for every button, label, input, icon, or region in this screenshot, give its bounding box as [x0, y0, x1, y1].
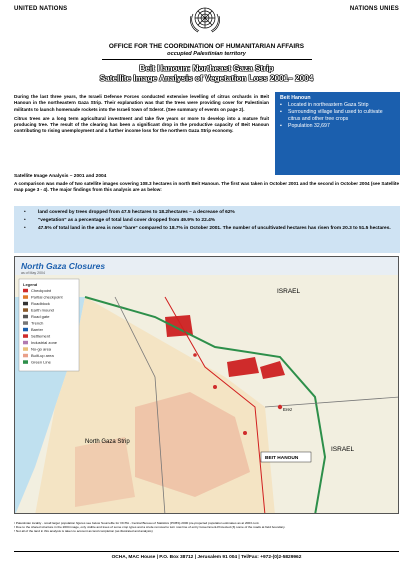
analysis-text: A comparison was made of two satellite images covering 108.3 hectares in north Beit Hanoun. The first was taken in October 2001 and the second in October 2004 (see Satellite map page 3 - 4). The major findings from this analysis are as below:	[14, 181, 399, 193]
intro-paragraph: During the last three years, the Israeli Defense Forces conducted extensive levelling of citrus orchards in Beit Hanoun in the northeastern Gaza Strip. Their explanation was that the trees were providing cover for Palestinian militants to launch homemade rockets into the Israeli town of Sderot. (See summary of events on page 2).	[14, 94, 269, 112]
map-built-up	[75, 437, 135, 507]
legend-swatch	[23, 295, 28, 299]
factbox-item: ▪ Located in northeastern Gaza Strip	[280, 102, 395, 108]
legend-label: Checkpoint	[31, 288, 52, 293]
header-org-right: NATIONS UNIES	[349, 6, 399, 12]
map-label-beit-hanoun: BEIT HANOUN	[265, 456, 299, 461]
finding-item: • land covered by trees dropped from 47.5 hectares to 18.2hectares – a decrease of 62%	[24, 210, 392, 216]
legend-label: Industrial zone	[31, 340, 58, 345]
legend-label: Settlement	[31, 333, 51, 339]
factbox-list	[275, 102, 400, 130]
intro-text	[14, 94, 269, 138]
legend-label: Built-up area	[31, 353, 54, 358]
map-label-north-gaza: North Gaza Strip	[85, 439, 130, 445]
map-label-erez: Erez	[283, 407, 293, 412]
legend-swatch	[23, 334, 28, 338]
legend-label: Trench	[31, 320, 44, 326]
footnote: ¹ Palestinian locality - small larger population figures see below Sourcefile for OCHA - Central Bureau of Statistics (PCBS) 2000 pre-projected population estimates as at 2003 cont.	[14, 521, 260, 525]
territory-name: occupied Palestinian territory	[167, 51, 246, 57]
legend-label: Partial checkpoint	[31, 294, 63, 300]
finding-item: • "vegetation" as a percentage of total land cover dropped from 49.9% to 22.4%	[24, 218, 392, 224]
header-org-left: UNITED NATIONS	[14, 6, 68, 12]
analysis-heading: Satellite Image Analysis – 2001 and 2004	[14, 174, 107, 179]
un-emblem-icon	[186, 4, 224, 36]
north-gaza-closures-map	[14, 256, 399, 514]
office-name: OFFICE FOR THE COORDINATION OF HUMANITARIAN AFFAIRS	[108, 43, 305, 50]
legend-swatch	[23, 347, 28, 351]
legend-swatch	[23, 308, 28, 312]
legend-swatch	[23, 360, 28, 364]
legend-label: Barrier	[31, 327, 44, 332]
footer-contact: OCHA, MAC House | P.O. Box 38712 | Jerusalem 91 004 | Tel/Fax: +972-(0)2-5829962	[111, 555, 302, 560]
legend-swatch	[23, 289, 28, 293]
finding-item: • 47.5% of total land in the area is now "bare" compared to 18.7% in October 2001. The number of uncultivated hectares has risen from 20.3 to 51.5 hectares.	[24, 226, 392, 232]
legend-swatch	[23, 321, 28, 325]
findings-box	[14, 206, 400, 253]
map-label-israel-east: ISRAEL	[331, 446, 355, 453]
legend-label: Green Line	[31, 359, 51, 365]
factbox-title: Beit Hanoun	[280, 95, 311, 101]
legend-label: Roadblock	[31, 301, 50, 306]
map-label-israel-north: ISRAEL	[277, 288, 301, 295]
intro-paragraph: Citrus trees are a long term agricultural investment and take five years or more to develop into a mature fruit producing tree. The result of the clearing has been a significant drop in the productive capacity of Beit Hanoun contributing to rising unemployment and a further income loss for the northern Gaza Strip economy.	[14, 115, 269, 134]
footnote: ² Due to the shared structure in the 2004 image, only visible and trees of some crop types and a crude removal to turn now line of entry Government-Protected (3) some of the roads at field boundary.	[14, 525, 286, 530]
footnotes	[14, 521, 399, 534]
footnote: ³ Not all of the land in this analysis is taken to account as land completion (as illustrated and analysis)	[14, 529, 153, 534]
footer-divider	[14, 551, 399, 552]
legend-swatch	[23, 315, 28, 319]
factbox-item: ▪ Population 32,697	[280, 123, 395, 129]
page-title: Beit Hanoun: Northeast Gaza Strip	[139, 64, 274, 73]
legend-label: Road gate	[31, 314, 50, 319]
legend-swatch	[23, 341, 28, 345]
legend-swatch	[23, 328, 28, 332]
map-svg	[15, 257, 399, 514]
legend-swatch	[23, 302, 28, 306]
legend-swatch	[23, 354, 28, 358]
legend-label: No-go area	[31, 346, 52, 352]
beit-hanoun-factbox	[275, 92, 400, 175]
header-divider	[102, 59, 312, 60]
map-title: North Gaza Closures	[21, 261, 106, 271]
map-date: as of May 2004	[21, 271, 45, 275]
legend-title: Legend	[23, 282, 38, 287]
legend-label: Earth mound	[31, 307, 54, 313]
factbox-item: ▪ Surrounding village land used to cultivate citrus and other tree crops	[280, 109, 395, 122]
page-subtitle: Satellite Image Analysis of Vegetation Loss 2001– 2004	[99, 74, 314, 83]
